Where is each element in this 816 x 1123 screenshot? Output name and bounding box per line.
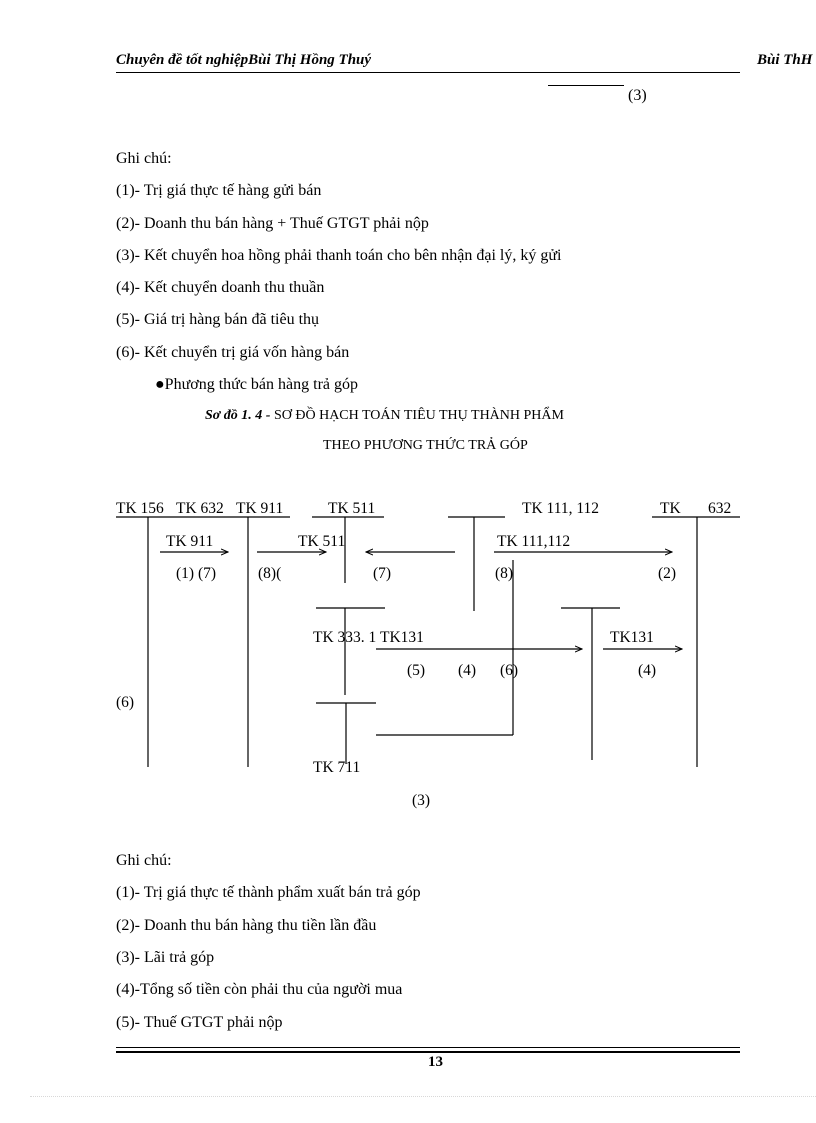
flow-ref: (6) (500, 662, 519, 679)
account-label: TK 632 (176, 500, 224, 517)
arrow-label: TK 111,112 (497, 533, 571, 550)
note-item: (5)- Giá trị hàng bán đã tiêu thụ (116, 311, 320, 328)
account-label: TK131 (610, 629, 654, 646)
flow-ref: (2) (658, 565, 677, 582)
page-edge (30, 1096, 816, 1097)
account-label: TK 333. 1 (313, 629, 377, 646)
account-label: TK (660, 500, 681, 517)
note-item: (1)- Trị giá thực tế hàng gửi bán (116, 182, 322, 199)
note-item: (6)- Kết chuyển trị giá vốn hàng bán (116, 344, 350, 361)
flow-ref: (8)( (258, 565, 282, 582)
account-label: TK 111, 112 (522, 500, 600, 517)
account-label: TK131 (380, 629, 424, 646)
account-label: TK 511 (328, 500, 376, 517)
note-item: (1)- Trị giá thực tế thành phẩm xuất bán trả góp (116, 884, 421, 901)
account-label: TK 156 (116, 500, 164, 517)
note-item: (2)- Doanh thu bán hàng + Thuế GTGT phải nộp (116, 215, 429, 232)
account-label: 632 (708, 500, 732, 517)
account-label: TK 911 (236, 500, 284, 517)
page-number: 13 (428, 1054, 443, 1070)
flow-ref: (8) (495, 565, 514, 582)
diagram-title-prefix: Sơ đồ 1. 4 - (205, 408, 271, 423)
flow-ref: (3) (412, 792, 431, 809)
flow-ref: (5) (407, 662, 426, 679)
note-item: (4)- Kết chuyển doanh thu thuần (116, 279, 325, 296)
header-left: Chuyên đề tốt nghiệpBùi Thị Hồng Thuý (116, 52, 372, 68)
flow-ref: (4) (638, 662, 657, 679)
header-right: Bùi ThH (757, 52, 813, 68)
footer-rule-thick (116, 1051, 740, 1053)
top-ref: (3) (628, 87, 647, 104)
flow-ref: (7) (373, 565, 392, 582)
footer-rule (116, 1047, 740, 1048)
flow-ref: (4) (458, 662, 477, 679)
note-item: (4)-Tổng số tiền còn phải thu của người mua (116, 981, 403, 998)
diagram-title-line2: THEO PHƯƠNG THỨC TRẢ GÓP (323, 438, 528, 453)
flow-ref: (1) (7) (176, 565, 217, 582)
notes1-heading: Ghi chú: (116, 150, 172, 167)
note-item: (2)- Doanh thu bán hàng thu tiền lần đầu (116, 917, 377, 934)
note-item: (3)- Kết chuyển hoa hồng phải thanh toán cho bên nhận đại lý, ký gửi (116, 247, 562, 264)
note-item: (5)- Thuế GTGT phải nộp (116, 1014, 283, 1031)
note-item: (3)- Lãi trả góp (116, 949, 215, 966)
arrow-label: TK 511 (298, 533, 346, 550)
diagram-title-text: SƠ ĐỒ HẠCH TOÁN TIÊU THỤ THÀNH PHẨM (270, 408, 564, 423)
notes2-heading: Ghi chú: (116, 852, 172, 869)
arrow-label: TK 911 (166, 533, 214, 550)
account-label: TK 711 (313, 759, 361, 776)
flow-ref: (6) (116, 694, 135, 711)
method-bullet: ●Phương thức bán hàng trả góp (155, 376, 358, 393)
